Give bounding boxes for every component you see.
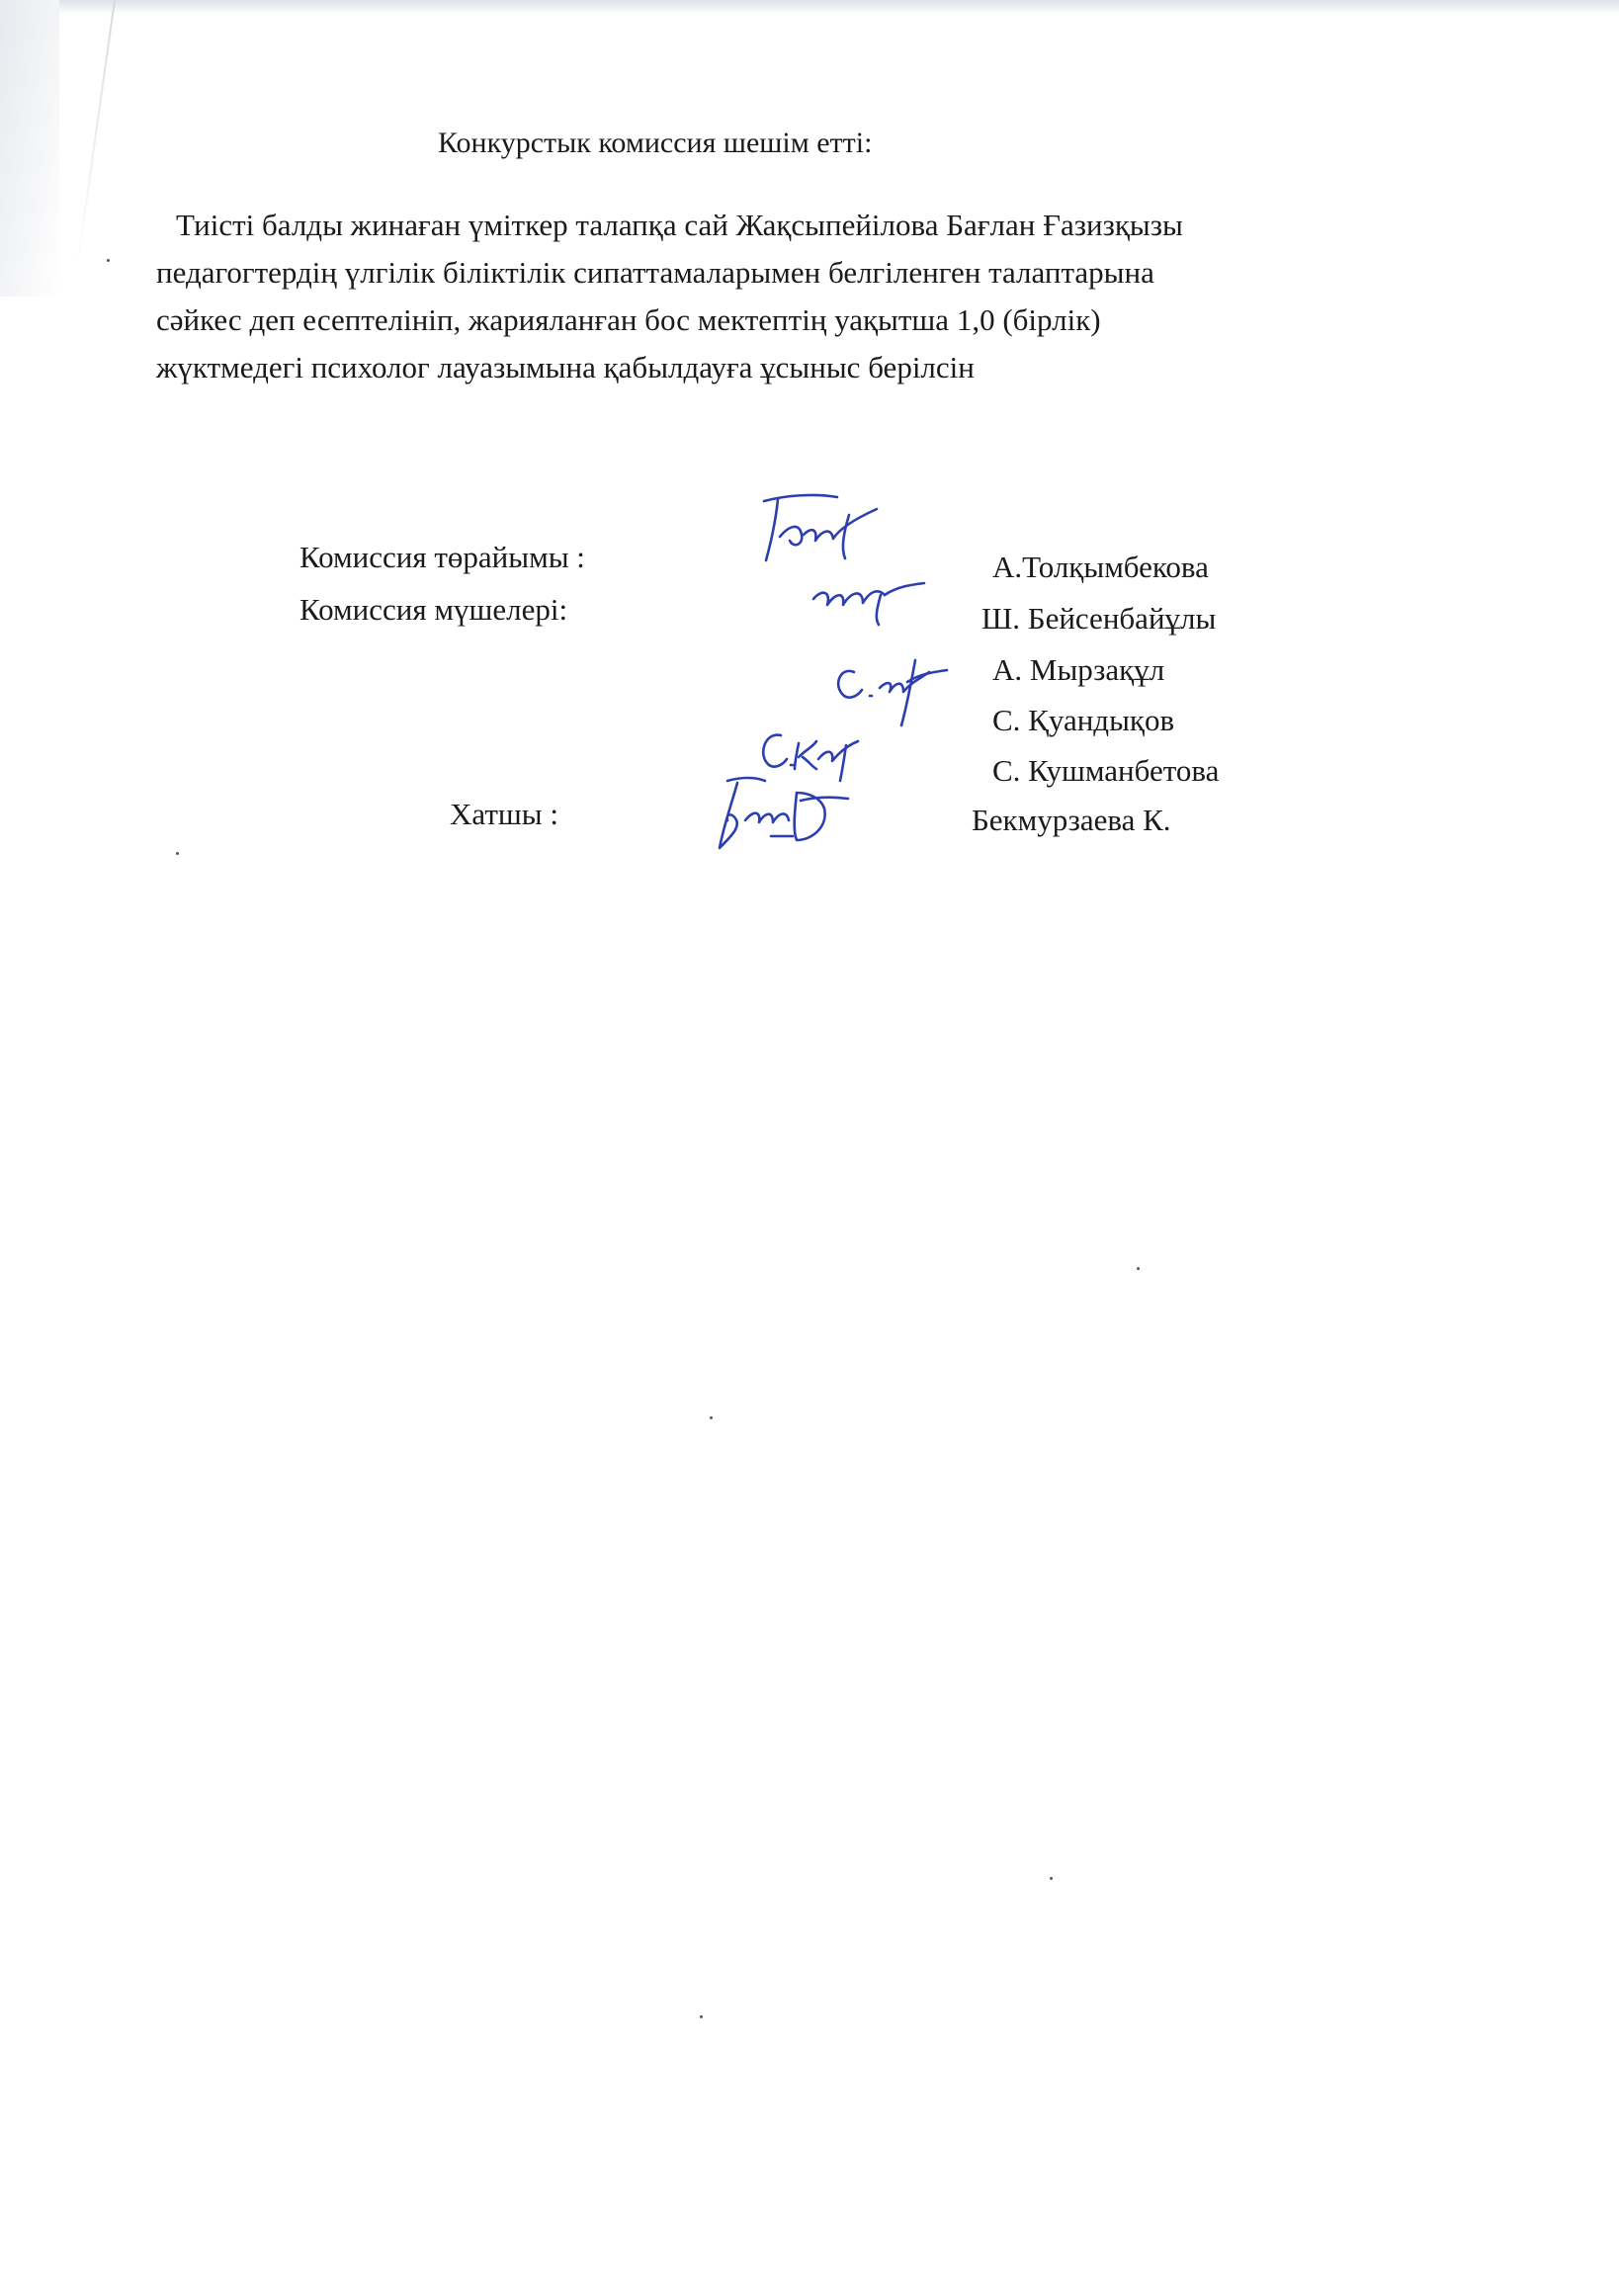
- secretary-label: Хатшы :: [450, 797, 558, 831]
- scan-speck: [710, 1416, 713, 1419]
- scan-top-edge: [0, 0, 1619, 14]
- member-name: А. Мырзақұл: [992, 652, 1165, 687]
- scan-left-edge: [0, 0, 59, 297]
- members-label: Комиссия мүшелері:: [299, 592, 568, 627]
- secretary-name: Бекмурзаева К.: [972, 803, 1171, 837]
- member-name: С. Кушманбетова: [992, 753, 1220, 788]
- paragraph-line: педагогтердің үлгілік біліктілік сипаттамаларымен белгіленген талаптарына: [156, 255, 1154, 290]
- scan-crease: [76, 0, 116, 265]
- chair-label: Комиссия төрайымы :: [299, 540, 585, 574]
- member-name: С. Қуандықов: [992, 703, 1175, 737]
- paragraph-line: жүктмедегі психолог лауазымына қабылдауға ұсыныс берілсін: [156, 350, 975, 384]
- member-signature: [806, 565, 934, 635]
- document-heading: Конкурстык комиссия шешім етті:: [438, 127, 873, 159]
- scan-speck: [107, 259, 110, 262]
- secretary-signature: [702, 771, 860, 860]
- chair-name: А.Толқымбекова: [992, 550, 1209, 584]
- member-signature: [820, 652, 959, 731]
- scan-speck: [1050, 1877, 1053, 1880]
- scan-speck: [1137, 1267, 1140, 1270]
- paragraph-line: Тиісті балды жинаған үміткер талапқа сай Жақсыпейілова Бағлан Ғазизқызы: [176, 208, 1183, 242]
- member-name: Ш. Бейсенбайұлы: [981, 601, 1217, 636]
- scan-speck: [700, 2015, 703, 2018]
- decision-paragraph: [156, 202, 1500, 391]
- paragraph-line: сәйкес деп есептелініп, жарияланған бос мектептің уақытша 1,0 (бірлік): [156, 302, 1101, 337]
- scan-speck: [176, 852, 179, 855]
